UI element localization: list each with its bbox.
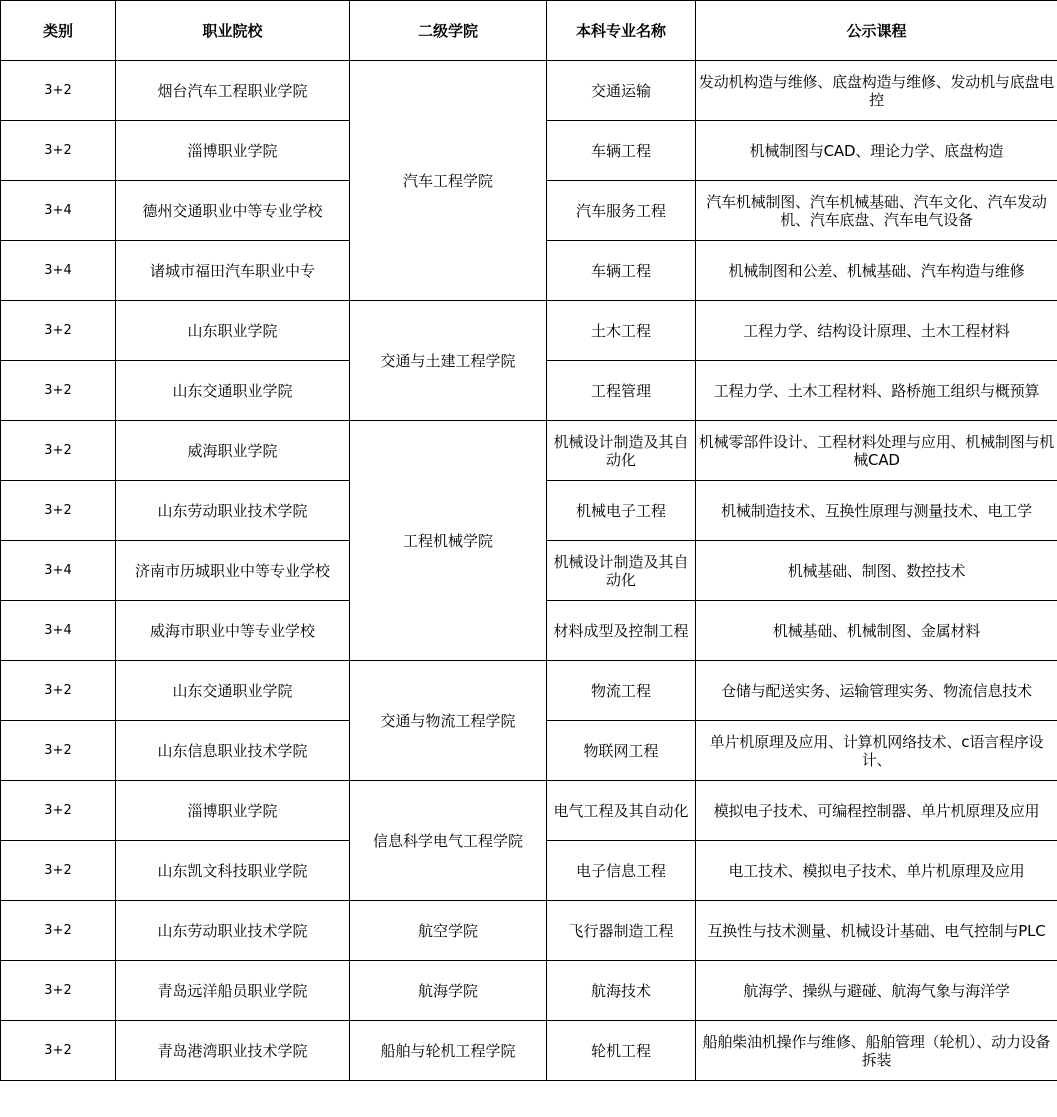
courses-cell: 机械基础、制图、数控技术	[696, 541, 1057, 601]
table-row	[1, 901, 1057, 961]
category-cell: 3+2	[1, 481, 116, 541]
major-cell: 机械电子工程	[547, 481, 696, 541]
header-school: 职业院校	[116, 1, 350, 61]
major-cell: 航海技术	[547, 961, 696, 1021]
major-cell: 电气工程及其自动化	[547, 781, 696, 841]
major-cell: 交通运输	[547, 61, 696, 121]
table-row	[1, 301, 1057, 361]
courses-cell: 机械制图和公差、机械基础、汽车构造与维修	[696, 241, 1057, 301]
header-row	[1, 1, 1057, 61]
school-cell: 威海市职业中等专业学校	[116, 601, 350, 661]
courses-cell: 机械零部件设计、工程材料处理与应用、机械制图与机械CAD	[696, 421, 1057, 481]
courses-cell: 发动机构造与维修、底盘构造与维修、发动机与底盘电控	[696, 61, 1057, 121]
school-cell: 山东劳动职业技术学院	[116, 901, 350, 961]
category-cell: 3+2	[1, 301, 116, 361]
major-cell: 工程管理	[547, 361, 696, 421]
table-row	[1, 1021, 1057, 1081]
major-cell: 车辆工程	[547, 241, 696, 301]
school-cell: 山东交通职业学院	[116, 661, 350, 721]
category-cell: 3+2	[1, 841, 116, 901]
courses-cell: 机械制造技术、互换性原理与测量技术、电工学	[696, 481, 1057, 541]
school-cell: 德州交通职业中等专业学校	[116, 181, 350, 241]
school-cell: 淄博职业学院	[116, 781, 350, 841]
college-cell: 航海学院	[350, 961, 547, 1021]
header-category: 类别	[1, 1, 116, 61]
school-cell: 威海职业学院	[116, 421, 350, 481]
major-cell: 电子信息工程	[547, 841, 696, 901]
school-cell: 济南市历城职业中等专业学校	[116, 541, 350, 601]
category-cell: 3+4	[1, 241, 116, 301]
table-body	[1, 61, 1057, 1081]
college-cell: 工程机械学院	[350, 421, 547, 661]
category-cell: 3+2	[1, 421, 116, 481]
header-major: 本科专业名称	[547, 1, 696, 61]
table-row	[1, 961, 1057, 1021]
major-cell: 材料成型及控制工程	[547, 601, 696, 661]
school-cell: 山东信息职业技术学院	[116, 721, 350, 781]
courses-cell: 电工技术、模拟电子技术、单片机原理及应用	[696, 841, 1057, 901]
category-cell: 3+2	[1, 661, 116, 721]
category-cell: 3+4	[1, 601, 116, 661]
school-cell: 山东职业学院	[116, 301, 350, 361]
major-cell: 土木工程	[547, 301, 696, 361]
college-cell: 航空学院	[350, 901, 547, 961]
major-cell: 物流工程	[547, 661, 696, 721]
category-cell: 3+4	[1, 541, 116, 601]
courses-cell: 船舶柴油机操作与维修、船舶管理（轮机）、动力设备拆装	[696, 1021, 1057, 1081]
courses-cell: 互换性与技术测量、机械设计基础、电气控制与PLC	[696, 901, 1057, 961]
college-cell: 汽车工程学院	[350, 61, 547, 301]
college-cell: 船舶与轮机工程学院	[350, 1021, 547, 1081]
major-cell: 物联网工程	[547, 721, 696, 781]
category-cell: 3+2	[1, 121, 116, 181]
major-cell: 机械设计制造及其自动化	[547, 421, 696, 481]
category-cell: 3+2	[1, 781, 116, 841]
school-cell: 诸城市福田汽车职业中专	[116, 241, 350, 301]
category-cell: 3+2	[1, 961, 116, 1021]
courses-cell: 机械制图与CAD、理论力学、底盘构造	[696, 121, 1057, 181]
table-row	[1, 781, 1057, 841]
category-cell: 3+4	[1, 181, 116, 241]
courses-cell: 工程力学、结构设计原理、土木工程材料	[696, 301, 1057, 361]
courses-cell: 单片机原理及应用、计算机网络技术、c语言程序设计、	[696, 721, 1057, 781]
table-row	[1, 661, 1057, 721]
category-cell: 3+2	[1, 721, 116, 781]
school-cell: 青岛远洋船员职业学院	[116, 961, 350, 1021]
courses-cell: 航海学、操纵与避碰、航海气象与海洋学	[696, 961, 1057, 1021]
courses-cell: 工程力学、土木工程材料、路桥施工组织与概预算	[696, 361, 1057, 421]
major-cell: 机械设计制造及其自动化	[547, 541, 696, 601]
school-cell: 淄博职业学院	[116, 121, 350, 181]
table-header	[1, 1, 1057, 61]
school-cell: 青岛港湾职业技术学院	[116, 1021, 350, 1081]
college-cell: 信息科学电气工程学院	[350, 781, 547, 901]
school-cell: 烟台汽车工程职业学院	[116, 61, 350, 121]
major-cell: 车辆工程	[547, 121, 696, 181]
category-cell: 3+2	[1, 361, 116, 421]
major-cell: 轮机工程	[547, 1021, 696, 1081]
header-college: 二级学院	[350, 1, 547, 61]
table-row	[1, 61, 1057, 121]
courses-cell: 仓储与配送实务、运输管理实务、物流信息技术	[696, 661, 1057, 721]
major-cell: 飞行器制造工程	[547, 901, 696, 961]
table-row	[1, 421, 1057, 481]
category-cell: 3+2	[1, 901, 116, 961]
major-cell: 汽车服务工程	[547, 181, 696, 241]
courses-cell: 机械基础、机械制图、金属材料	[696, 601, 1057, 661]
college-cell: 交通与物流工程学院	[350, 661, 547, 781]
school-cell: 山东交通职业学院	[116, 361, 350, 421]
category-cell: 3+2	[1, 1021, 116, 1081]
header-courses: 公示课程	[696, 1, 1057, 61]
courses-cell: 模拟电子技术、可编程控制器、单片机原理及应用	[696, 781, 1057, 841]
category-cell: 3+2	[1, 61, 116, 121]
courses-cell: 汽车机械制图、汽车机械基础、汽车文化、汽车发动机、汽车底盘、汽车电气设备	[696, 181, 1057, 241]
college-cell: 交通与土建工程学院	[350, 301, 547, 421]
school-cell: 山东劳动职业技术学院	[116, 481, 350, 541]
school-cell: 山东凯文科技职业学院	[116, 841, 350, 901]
